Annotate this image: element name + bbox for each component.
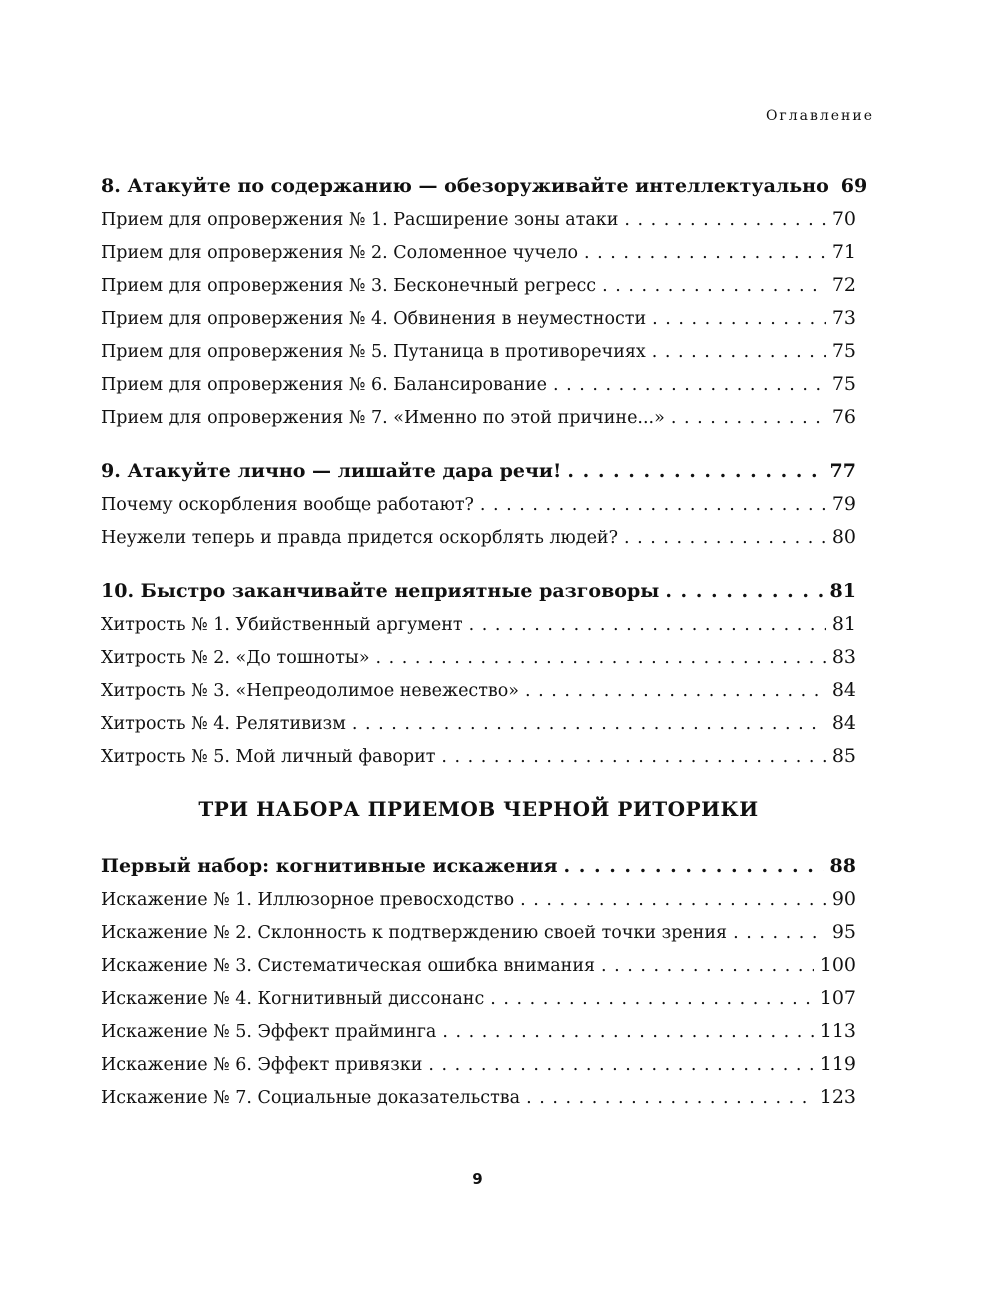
- dot-leader: [671, 402, 826, 435]
- page-number-ref: 113: [819, 1020, 856, 1042]
- page-number-ref: 84: [831, 679, 856, 701]
- toc-section: [101, 455, 856, 554]
- part-title: ТРИ НАБОРА ПРИЕМОВ ЧЕРНОЙ РИТОРИКИ: [198, 797, 759, 821]
- page-number-ref: 70: [831, 208, 856, 230]
- toc-entry[interactable]: [101, 916, 856, 949]
- page-number-ref: 85: [831, 745, 856, 767]
- page-number-ref: 79: [831, 493, 856, 515]
- entry-title: Искажение № 5. Эффект прайминга: [101, 1022, 437, 1042]
- toc-chapter-entry[interactable]: [101, 170, 868, 203]
- entry-title: Хитрость № 4. Релятивизм: [101, 714, 346, 734]
- dot-leader: [601, 950, 814, 983]
- page-number-ref: 72: [831, 274, 856, 296]
- page-number-ref: 71: [831, 241, 856, 263]
- dot-leader: [376, 642, 826, 675]
- dot-leader: [428, 1049, 813, 1082]
- dot-leader: [442, 1016, 813, 1049]
- toc-entry[interactable]: [101, 982, 856, 1015]
- toc-entry[interactable]: [101, 883, 856, 916]
- toc-entry[interactable]: [101, 236, 856, 269]
- entry-title: Прием для опровержения № 4. Обвинения в неуместности: [101, 309, 647, 329]
- toc-section: [101, 170, 868, 434]
- dot-leader: [652, 336, 826, 369]
- toc-entry[interactable]: [101, 740, 856, 773]
- dot-leader: [526, 1082, 814, 1115]
- toc-chapter-entry[interactable]: [101, 850, 856, 883]
- entry-title: Прием для опровержения № 1. Расширение зоны атаки: [101, 210, 619, 230]
- toc-entry[interactable]: [101, 269, 856, 302]
- entry-title: Неужели теперь и правда придется оскорблять людей?: [101, 528, 618, 548]
- entry-title: Прием для опровержения № 3. Бесконечный регресс: [101, 276, 597, 296]
- toc-entry[interactable]: [101, 521, 856, 554]
- dot-leader: [733, 917, 826, 950]
- toc-entry[interactable]: [101, 488, 856, 521]
- toc-entry[interactable]: [101, 674, 856, 707]
- dot-leader: [520, 884, 826, 917]
- page-number-ref: 123: [819, 1086, 856, 1108]
- entry-title: Искажение № 3. Систематическая ошибка внимания: [101, 956, 596, 976]
- chapter-title: 8. Атакуйте по содержанию — обезоруживайте интеллектуально: [101, 175, 829, 197]
- page-number-ref: 75: [831, 373, 856, 395]
- toc-entry[interactable]: [101, 949, 856, 982]
- toc-sections: [101, 170, 868, 773]
- toc-section: [101, 850, 856, 1114]
- dot-leader: [469, 609, 826, 642]
- toc-entry[interactable]: [101, 608, 856, 641]
- toc-entry[interactable]: [101, 401, 856, 434]
- page-number: 9: [472, 1170, 483, 1188]
- entry-title: Хитрость № 5. Мой личный фаворит: [101, 747, 436, 767]
- entry-title: Прием для опровержения № 6. Балансирование: [101, 375, 547, 395]
- dot-leader: [624, 204, 825, 237]
- dot-leader: [480, 489, 826, 522]
- dot-leader: [553, 369, 826, 402]
- toc-entry[interactable]: [101, 641, 856, 674]
- page-number-ref: 75: [831, 340, 856, 362]
- entry-title: Искажение № 2. Склонность к подтверждению своей точки зрения: [101, 923, 728, 943]
- page-number-ref: 77: [829, 460, 856, 482]
- toc-chapter-entry[interactable]: [101, 455, 856, 488]
- page-number-ref: 107: [819, 987, 856, 1009]
- toc-entry[interactable]: [101, 368, 856, 401]
- entry-title: Искажение № 6. Эффект привязки: [101, 1055, 423, 1075]
- page-number-ref: 84: [831, 712, 856, 734]
- page-number-ref: 81: [831, 613, 856, 635]
- toc-entry[interactable]: [101, 335, 856, 368]
- chapter-title: 10. Быстро заканчивайте неприятные разговоры: [101, 580, 660, 602]
- toc-section: [101, 575, 856, 773]
- toc-entry[interactable]: [101, 203, 856, 236]
- page-number-ref: 69: [840, 175, 868, 197]
- table-of-contents: [101, 170, 868, 1135]
- toc-entry[interactable]: [101, 1048, 856, 1081]
- toc-part-sections: [101, 850, 856, 1114]
- toc-entry[interactable]: [101, 1015, 856, 1048]
- entry-title: Хитрость № 3. «Непреодолимое невежество»: [101, 681, 520, 701]
- page-number-ref: 83: [831, 646, 856, 668]
- dot-leader: [652, 303, 826, 336]
- entry-title: Искажение № 4. Когнитивный диссонанс: [101, 989, 485, 1009]
- entry-title: Хитрость № 1. Убийственный аргумент: [101, 615, 463, 635]
- entry-title: Хитрость № 2. «До тошноты»: [101, 648, 370, 668]
- toc-entry[interactable]: [101, 302, 856, 335]
- dot-leader: [525, 675, 826, 708]
- page-number-ref: 80: [831, 526, 856, 548]
- page-number-ref: 95: [831, 921, 856, 943]
- page-number-ref: 76: [831, 406, 856, 428]
- running-header: Оглавление: [765, 108, 874, 124]
- page-number-ref: 73: [831, 307, 856, 329]
- entry-title: Прием для опровержения № 2. Соломенное чучело: [101, 243, 579, 263]
- dot-leader: [584, 237, 826, 270]
- entry-title: Прием для опровержения № 7. «Именно по этой причине...»: [101, 408, 665, 428]
- dot-leader: [567, 455, 823, 488]
- toc-entry[interactable]: [101, 1081, 856, 1114]
- page-number-ref: 90: [831, 888, 856, 910]
- dot-leader: [564, 850, 824, 883]
- entry-title: Искажение № 1. Иллюзорное превосходство: [101, 890, 515, 910]
- page-number-ref: 88: [829, 855, 856, 877]
- entry-title: Почему оскорбления вообще работают?: [101, 495, 474, 515]
- dot-leader: [490, 983, 813, 1016]
- page-number-ref: 100: [819, 954, 856, 976]
- dot-leader: [602, 270, 826, 303]
- dot-leader: [352, 708, 826, 741]
- entry-title: Искажение № 7. Социальные доказательства: [101, 1088, 521, 1108]
- page-number-ref: 119: [819, 1053, 856, 1075]
- page-number-ref: 81: [829, 580, 856, 602]
- dot-leader: [441, 741, 825, 774]
- dot-leader: [665, 575, 823, 608]
- chapter-title: 9. Атакуйте лично — лишайте дара речи!: [101, 460, 562, 482]
- dot-leader: [624, 522, 826, 555]
- toc-chapter-entry[interactable]: [101, 575, 856, 608]
- entry-title: Прием для опровержения № 5. Путаница в противоречиях: [101, 342, 646, 362]
- toc-entry[interactable]: [101, 707, 856, 740]
- chapter-title: Первый набор: когнитивные искажения: [101, 855, 558, 877]
